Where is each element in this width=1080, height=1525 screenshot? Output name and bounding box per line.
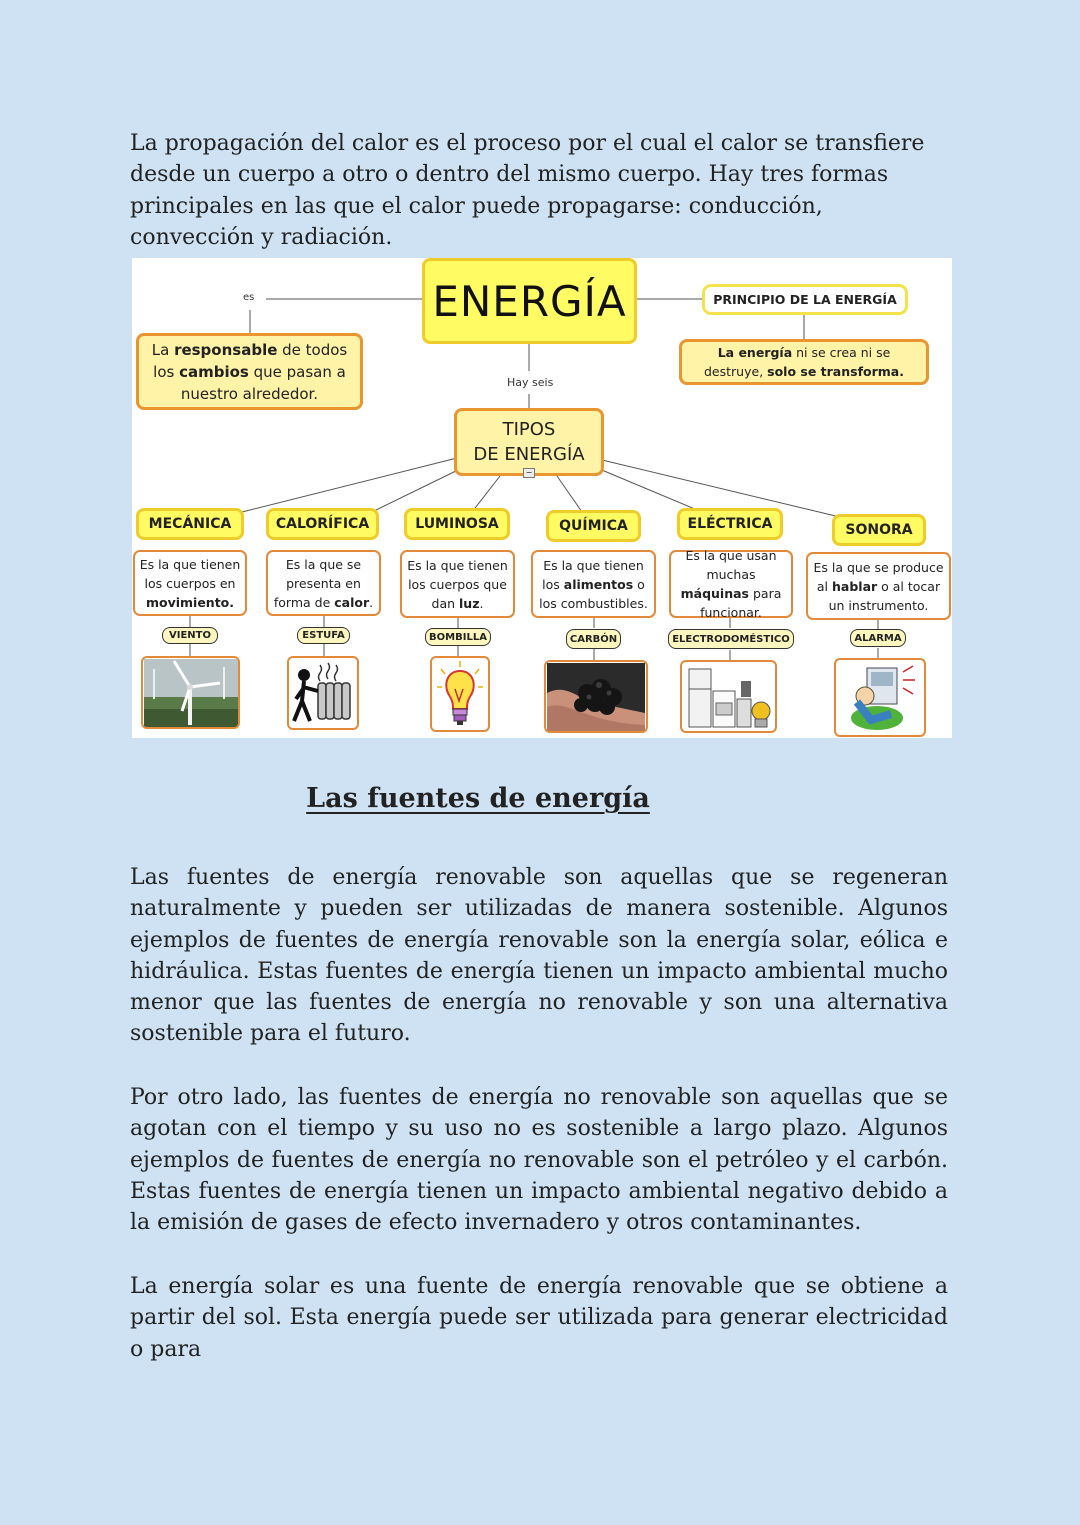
example-alarma: ALARMA <box>850 629 906 647</box>
paragraph-solar: La energía solar es una fuente de energía renovable que se obtiene a partir del sol. Esta energía puede ser utilizada para generar electricidad o para <box>130 1274 948 1362</box>
definition-box: La responsable de todos los cambios que pasan a nuestro alrededor. <box>136 333 363 410</box>
appliances-icon <box>680 660 777 733</box>
type-electrica: ELÉCTRICA <box>677 508 783 540</box>
central-title: ENERGÍA <box>422 258 637 344</box>
example-bombilla: BOMBILLA <box>425 628 491 646</box>
coal-icon <box>544 660 648 733</box>
desc-mecanica: Es la que tienen los cuerpos en movimiento. <box>133 550 247 616</box>
hay-seis-label: Hay seis <box>507 376 554 389</box>
intro-paragraph: La propagación del calor es el proceso por el cual el calor se transfiere desde un cuerpo a otro o dentro del mismo cuerpo. Hay tres formas principales en las que el calor puede propagarse: conducción, convección y radiación. <box>130 131 925 250</box>
desc-quimica: Es la que tienen los alimentos o los combustibles. <box>531 550 656 618</box>
types-box <box>454 408 604 476</box>
section-title: Las fuentes de energía <box>306 783 650 814</box>
desc-luminosa: Es la que tienen los cuerpos que dan luz. <box>400 550 515 618</box>
es-label: es <box>243 292 255 303</box>
light-bulb-icon <box>430 656 490 732</box>
principle-box: La energía ni se crea ni se destruye, solo se transforma. <box>679 339 929 385</box>
energy-concept-map <box>132 258 952 738</box>
type-mecanica: MECÁNICA <box>136 508 244 540</box>
type-sonora: SONORA <box>832 514 926 546</box>
example-viento: VIENTO <box>162 627 218 644</box>
desc-calorifica: Es la que se presenta en forma de calor. <box>266 550 381 616</box>
desc-sonora: Es la que se produce al hablar o al tocar un instrumento. <box>806 552 951 620</box>
alarm-icon <box>834 658 926 737</box>
paragraph-renewable: Las fuentes de energía renovable son aquellas que se regeneran naturalmente y pueden ser utilizadas de manera sostenible. Algunos ejemplos de fuentes de energía renovable son la energía solar, eólica e hidráulica. Estas fuentes de energía tienen un impacto ambiental mucho menor que las fuentes de energía no renovable y son una alternativa sostenible para el futuro. <box>130 865 948 1047</box>
types-title-line1: TIPOS <box>502 419 556 440</box>
types-title-line2: DE ENERGÍA <box>473 444 585 465</box>
collapse-icon: − <box>523 468 535 478</box>
heater-icon <box>287 656 359 730</box>
example-estufa: ESTUFA <box>297 627 350 644</box>
paragraph-non-renewable: Por otro lado, las fuentes de energía no renovable son aquellas que se agotan con el tiempo y su uso no es sostenible a largo plazo. Algunos ejemplos de fuentes de energía no renovable son el petróleo y el carbón. Estas fuentes de energía tienen un impacto ambiental negativo debido a la emisión de gases de efecto invernadero y otros contaminantes. <box>130 1085 948 1236</box>
principle-title: PRINCIPIO DE LA ENERGÍA <box>702 284 908 315</box>
type-calorifica: CALORÍFICA <box>266 508 379 540</box>
type-quimica: QUÍMICA <box>546 510 641 542</box>
wind-turbine-icon <box>141 656 240 729</box>
example-carbon: CARBÓN <box>566 629 621 649</box>
desc-electrica: Es la que usan muchas máquinas para funcionar. <box>669 550 793 618</box>
type-luminosa: LUMINOSA <box>404 508 510 540</box>
example-electrodomestico: ELECTRODOMÉSTICO <box>668 629 794 649</box>
